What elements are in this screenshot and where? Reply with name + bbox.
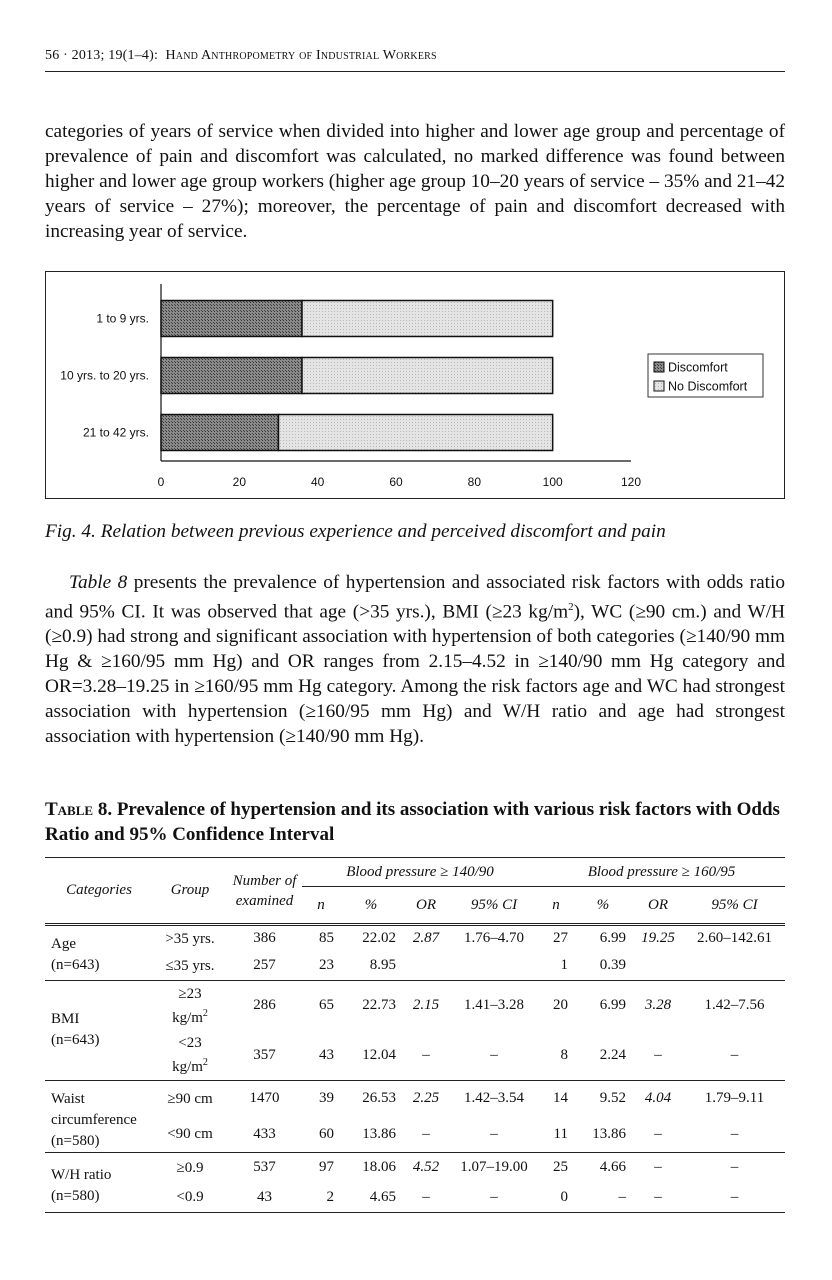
header-number-examined: Number of examined (227, 858, 302, 925)
paragraph-1: categories of years of service when divided into higher and lower age group and percentage of prevalence of pain and discomfort was calculated, no marked difference was found between higher and lower age group workers (higher age group 10–20 years of service – 35% and 21–42 years of service – 27%); moreover, the percentage of pain and discomfort decreased with increasing year of service. (45, 121, 785, 242)
ci-160-cell: – (730, 1125, 739, 1142)
n-160-cell: 20 (538, 981, 574, 1031)
bar-no-discomfort-2 (279, 415, 553, 451)
ci-140-cell: – (490, 1125, 498, 1142)
or-160-cell: 4.04 (632, 1081, 684, 1117)
group-unit (153, 1004, 227, 1028)
pct-140-cell: 22.02 (362, 930, 396, 947)
or-160-cell: 3.28 (632, 981, 684, 1031)
pct-140-cell: 18.06 (340, 1153, 402, 1183)
pct-140-cell: 22.73 (340, 981, 402, 1031)
category-name: Waist circumference (51, 1091, 137, 1128)
ci-160-cell (684, 952, 785, 981)
header-group: Group (153, 858, 227, 925)
group-unit-superscript: 2 (202, 1057, 208, 1069)
category-cell (45, 1153, 153, 1213)
number-examined-cell: 286 (227, 981, 302, 1031)
stacked-bar-chart (46, 272, 784, 498)
or-140-cell: 4.52 (402, 1153, 450, 1183)
ci-140-cell: – (490, 1188, 498, 1205)
n-140-cell: 43 (319, 1046, 334, 1063)
header-or-1: OR (416, 896, 436, 913)
n-160-cell: 0 (560, 1188, 568, 1205)
table-row (45, 1183, 785, 1213)
group-label: <23 (178, 1035, 202, 1052)
group-cell (153, 1117, 227, 1153)
x-tick-label: 40 (310, 475, 325, 489)
bar-no-discomfort-1 (302, 358, 553, 394)
table-row (45, 1153, 785, 1183)
n-160-cell: 14 (538, 1081, 574, 1117)
group-label: ≥0.9 (176, 1159, 204, 1176)
category-cell (45, 981, 153, 1081)
group-cell (153, 981, 227, 1031)
header-bp-160-95: Blood pressure ≥ 160/95 (538, 858, 785, 887)
header-pct-2: % (596, 896, 610, 913)
category-sample-size: (n=643) (51, 957, 100, 973)
number-examined-cell: 537 (227, 1153, 302, 1183)
hypertension-table (45, 857, 785, 1213)
paragraph-2 (45, 570, 785, 749)
number-examined-cell: 386 (253, 930, 276, 947)
n-140-cell: 23 (319, 957, 334, 974)
paragraph-2-text-a: presents the prevalence of hypertension and associated risk factors with odds ratio and 95% CI. It was observed that age (>35 yrs.), BMI (≥23 kg/m (45, 572, 785, 623)
or-160-cell: – (632, 1153, 684, 1183)
x-tick-label: 100 (542, 475, 563, 489)
group-unit-text: kg/m (172, 1009, 203, 1026)
or-160-cell: – (654, 1046, 662, 1063)
group-cell (153, 1183, 227, 1213)
header-n-2: n (552, 896, 560, 913)
header-n-1: n (317, 896, 325, 913)
ci-160-cell: – (684, 1153, 785, 1183)
pct-140-cell: 4.65 (369, 1188, 396, 1205)
n-140-cell: 65 (302, 981, 340, 1031)
table-header-row-1 (45, 858, 785, 887)
header-ci-1: 95% CI (470, 896, 518, 913)
n-140-cell: 85 (319, 930, 334, 947)
or-160-cell: – (654, 1125, 662, 1142)
bar-discomfort-1 (161, 358, 302, 394)
ci-140-cell: 1.42–3.54 (450, 1081, 538, 1117)
x-tick-label: 0 (157, 475, 165, 489)
n-140-cell: 2 (326, 1188, 334, 1205)
category-sample-size: (n=580) (51, 1188, 100, 1204)
pct-140-cell: 12.04 (362, 1046, 396, 1063)
paragraph-2-text-b: ), WC (≥90 cm.) and W/H (≥0.9) had strong and significant association with hypertension of both categories (≥140/90 mm Hg & ≥160/95 mm Hg) and OR ranges from 2.15–4.52 in ≥140/90 mm Hg category and OR=3.28–19.25 in ≥160/95 mm Hg category. Among the risk factors age and WC had strongest association with hypertension (≥160/95 mm Hg) and W/H ratio and age had strongest association with hypertension (≥140/90 mm Hg). (45, 601, 785, 748)
group-label: ≥90 cm (167, 1090, 213, 1107)
category-name: Age (51, 936, 76, 952)
table-row (45, 1081, 785, 1117)
bar-discomfort-2 (161, 415, 279, 451)
pct-160-cell: 13.86 (592, 1125, 626, 1142)
header-bp-140-90: Blood pressure ≥ 140/90 (302, 858, 538, 887)
group-cell (153, 952, 227, 981)
table-row (45, 952, 785, 981)
ci-140-cell: 1.41–3.28 (450, 981, 538, 1031)
category-name: BMI (51, 1011, 80, 1027)
category-sample-size: (n=580) (51, 1133, 100, 1149)
header-or-2: OR (648, 896, 668, 913)
group-cell (153, 1153, 227, 1183)
n-160-cell: 11 (553, 1125, 568, 1142)
legend-label: Discomfort (668, 360, 728, 375)
or-160-cell: – (654, 1188, 662, 1205)
pct-160-cell: 9.52 (574, 1081, 632, 1117)
x-tick-label: 60 (389, 475, 403, 489)
table-body (45, 925, 785, 1213)
n-160-cell: 25 (538, 1153, 574, 1183)
header-pct-1: % (364, 896, 378, 913)
table-row (45, 1031, 785, 1081)
bar-discomfort-0 (161, 301, 302, 337)
number-examined-cell: 257 (253, 957, 276, 974)
or-160-cell: 19.25 (641, 930, 675, 947)
n-160-cell: 27 (553, 930, 568, 947)
x-tick-label: 80 (467, 475, 482, 489)
ci-140-cell: 1.76–4.70 (464, 930, 524, 947)
pct-140-cell: 26.53 (340, 1081, 402, 1117)
number-examined-cell: 433 (253, 1125, 276, 1142)
pct-160-cell: 4.66 (574, 1153, 632, 1183)
number-examined-cell: 1470 (227, 1081, 302, 1117)
n-160-cell: 8 (560, 1046, 568, 1063)
legend-swatch-discomfort (654, 362, 664, 372)
group-cell (153, 925, 227, 952)
n-140-cell: 60 (319, 1125, 334, 1142)
group-cell (153, 1031, 227, 1081)
x-tick-label: 20 (232, 475, 247, 489)
paragraph-2-superscript: 2 (568, 601, 574, 613)
table-row (45, 981, 785, 1031)
category-cell (45, 925, 153, 981)
group-label: ≤35 yrs. (165, 957, 215, 974)
legend-swatch-no-discomfort (654, 381, 664, 391)
table-title (45, 797, 785, 847)
category-label: 21 to 42 yrs. (82, 425, 149, 440)
group-unit-superscript: 2 (202, 1007, 208, 1019)
category-cell (45, 1081, 153, 1153)
ci-140-cell (450, 952, 538, 981)
pct-160-cell: – (618, 1188, 626, 1205)
page-number: 56 · 2013; 19(1–4): (45, 48, 159, 63)
n-160-cell: 1 (560, 957, 568, 974)
number-examined-cell: 357 (253, 1046, 276, 1063)
category-sample-size: (n=643) (51, 1032, 100, 1048)
or-140-cell: – (422, 1125, 430, 1142)
group-label: ≥23 (178, 985, 202, 1002)
category-label: 10 yrs. to 20 yrs. (60, 368, 149, 383)
category-label: 1 to 9 yrs. (96, 311, 149, 326)
table-label: Table 8. (45, 799, 113, 820)
group-cell (153, 1081, 227, 1117)
header-rule (45, 71, 785, 72)
ci-160-cell: – (730, 1188, 739, 1205)
or-140-cell: – (422, 1046, 430, 1063)
pct-140-cell: 8.95 (369, 957, 396, 974)
ci-160-cell: 1.42–7.56 (684, 981, 785, 1031)
or-160-cell (632, 952, 684, 981)
ci-160-cell: – (730, 1046, 739, 1063)
or-140-cell: 2.25 (402, 1081, 450, 1117)
ci-160-cell: 1.79–9.11 (684, 1081, 785, 1117)
group-unit (153, 1053, 227, 1077)
bar-no-discomfort-0 (302, 301, 553, 337)
group-label: <90 cm (167, 1126, 213, 1143)
table-title-text: Prevalence of hypertension and its association with various risk factors with Odds Ratio and 95% Confidence Interval (45, 799, 780, 845)
figure-caption: Fig. 4. Relation between previous experience and perceived discomfort and pain (45, 521, 666, 542)
pct-160-cell: 2.24 (599, 1046, 626, 1063)
n-140-cell: 97 (302, 1153, 340, 1183)
or-140-cell (402, 952, 450, 981)
ci-140-cell: 1.07–19.00 (450, 1153, 538, 1183)
running-head (45, 48, 437, 64)
table-row (45, 925, 785, 952)
header-categories: Categories (45, 858, 153, 925)
n-140-cell: 39 (302, 1081, 340, 1117)
or-140-cell: 2.15 (402, 981, 450, 1031)
pct-140-cell: 13.86 (362, 1125, 396, 1142)
table-row (45, 1117, 785, 1153)
group-label: >35 yrs. (165, 930, 215, 947)
or-140-cell: – (422, 1188, 430, 1205)
number-examined-cell: 43 (257, 1188, 272, 1205)
running-title: Hand Anthropometry of Industrial Workers (165, 48, 437, 63)
or-140-cell: 2.87 (412, 930, 440, 947)
pct-160-cell: 0.39 (599, 957, 626, 974)
ci-140-cell: – (490, 1046, 498, 1063)
pct-160-cell: 6.99 (574, 981, 632, 1031)
figure-4 (45, 271, 785, 499)
group-unit-text: kg/m (172, 1059, 203, 1076)
table-reference: Table 8 (69, 572, 128, 593)
x-tick-label: 120 (620, 475, 642, 489)
legend-label: No Discomfort (668, 379, 748, 394)
category-name: W/H ratio (51, 1167, 112, 1183)
header-ci-2: 95% CI (711, 896, 758, 913)
group-label: <0.9 (176, 1189, 204, 1206)
ci-160-cell: 2.60–142.61 (697, 930, 772, 947)
pct-160-cell: 6.99 (599, 930, 626, 947)
